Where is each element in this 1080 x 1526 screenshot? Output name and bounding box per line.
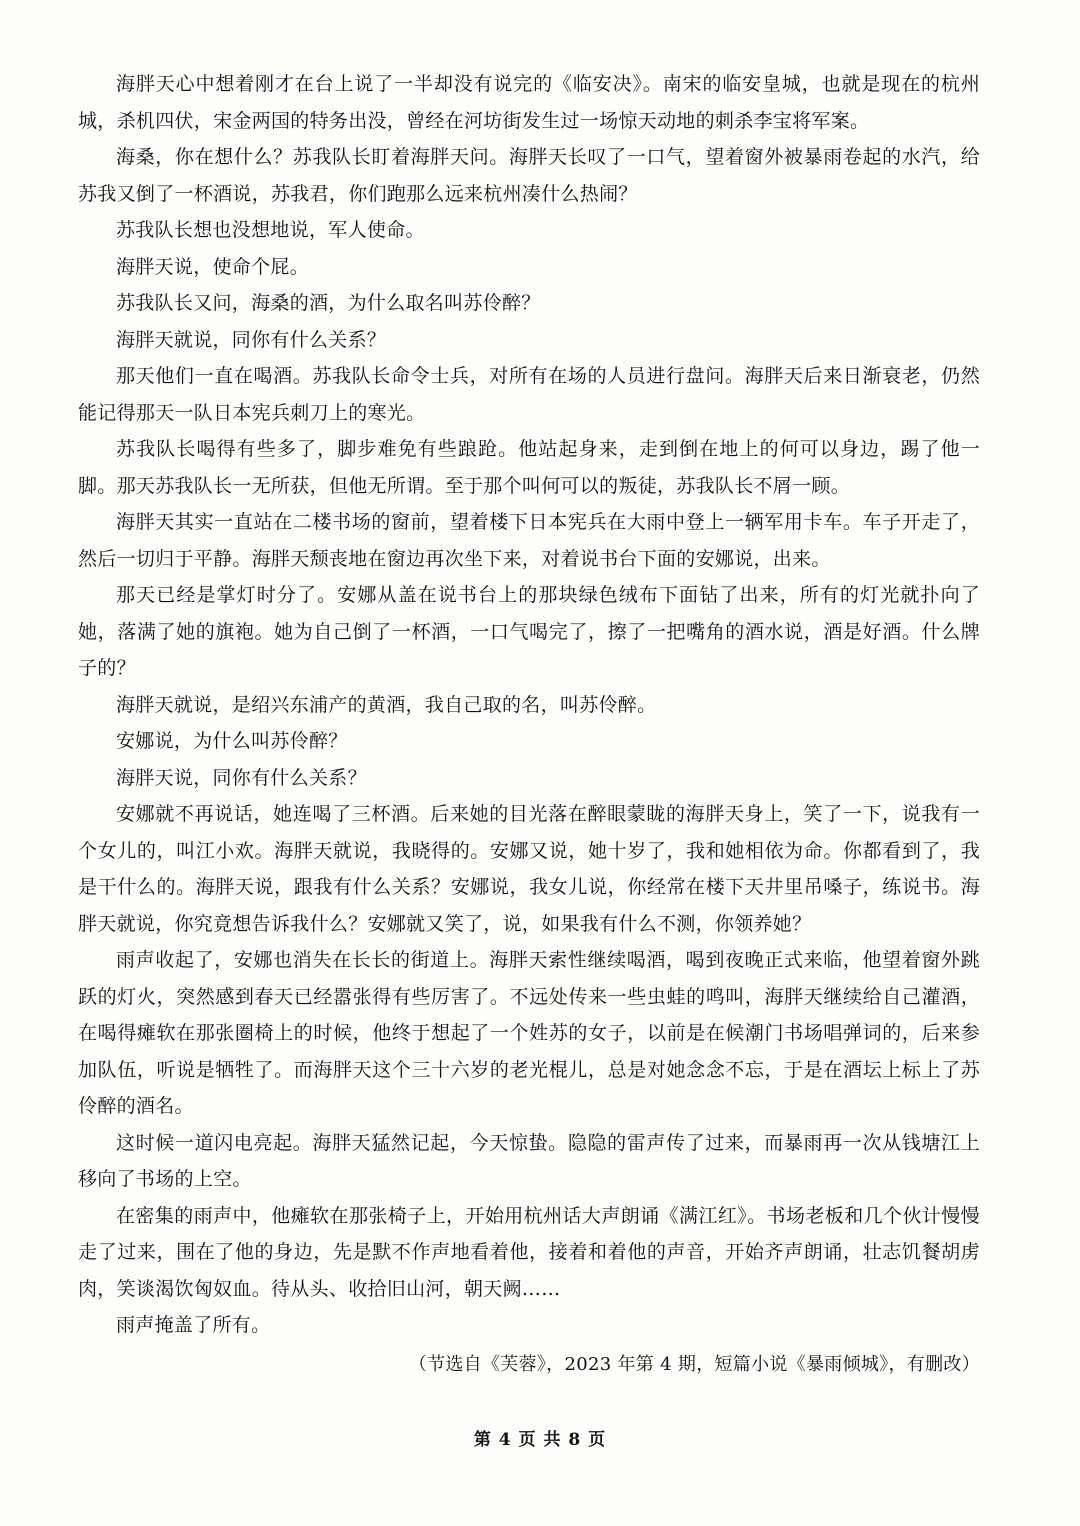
paragraph: 苏我队长想也没想地说，军人使命。 — [116, 219, 425, 241]
paragraph: 苏我队长又问，海桑的酒，为什么取名叫苏伶醉？ — [116, 292, 541, 314]
paragraph: 海胖天说，使命个屁。 — [116, 255, 310, 278]
paragraph: 苏我队长喝得有些多了，脚步难免有些踉跄。他站起身来，走到倒在地上的何可以身边，踢了他一脚。那天苏我队长一无所获，但他无所谓。至于那个叫何可以的叛徒，苏我队长不屑一顾。 — [78, 438, 980, 497]
source-row — [78, 1344, 980, 1388]
paragraph: 雨声收起了，安娜也消失在长长的街道上。海胖天索性继续喝酒，喝到夜晚正式来临，他望着窗外跳跃的灯火，突然感到春天已经嚣张得有些厉害了。不远处传来一些虫蛙的鸣叫，海胖天继续给自己灌酒，在喝得瘫软在那张圈椅上的时候，他终于想起了一个姓苏的女子，以前是在候潮门书场唱弹词的，后来参加队伍，听说是牺牲了。而海胖天这个三十六岁的老光棍儿，总是对她念念不忘，于是在酒坛上标上了苏伶醉的酒名。 — [78, 949, 980, 1117]
paragraph: 在密集的雨声中，他瘫软在那张椅子上，开始用杭州话大声朗诵《满江红》。书场老板和几个伙计慢慢走了过来，围在了他的身边，先是默不作声地看着他，接着和着他的声音，开始齐声朗诵，壮志饥餐胡虏肉，笑谈渴饮匈奴血。待从头、收拾旧山河，朝天阙…… — [78, 1204, 980, 1300]
paragraph: 海胖天就说，是绍兴东浦产的黄酒，我自己取的名，叫苏伶醉。 — [116, 693, 657, 716]
paragraph: 雨声掩盖了所有。 — [116, 1314, 271, 1336]
paragraph: 那天他们一直在喝酒。苏我队长命令士兵，对所有在场的人员进行盘问。海胖天后来日渐衰老，仍然能记得那天一队日本宪兵刺刀上的寒光。 — [78, 365, 980, 424]
paragraph: 安娜就不再说话，她连喝了三杯酒。后来她的目光落在醉眼蒙眬的海胖天身上，笑了一下，说我有一个女儿的，叫江小欢。海胖天就说，我晓得的。安娜又说，她十岁了，我和她相依为命。你都看到了，我是干什么的。海胖天说，跟我有什么关系？安娜说，我女儿说，你经常在楼下天井里吊嗓子，练说书。海胖天就说，你究竟想告诉我什么？安娜就又笑了，说，如果我有什么不测，你领养她？ — [78, 803, 980, 935]
paragraph: 海胖天其实一直站在二楼书场的窗前，望着楼下日本宪兵在大雨中登上一辆军用卡车。车子开走了，然后一切归于平静。海胖天颓丧地在窗边再次坐下来，对着说书台下面的安娜说，出来。 — [78, 511, 980, 570]
paragraph: 海胖天说，同你有什么关系？ — [116, 766, 367, 789]
paragraph: 这时候一道闪电亮起。海胖天猛然记起，今天惊蛰。隐隐的雷声传了过来，而暴雨再一次从钱塘江上移向了书场的上空。 — [78, 1131, 980, 1190]
article-body — [78, 66, 980, 1388]
paragraph: 海胖天就说，同你有什么关系？ — [116, 328, 387, 351]
paragraph: 海胖天心中想着刚才在台上说了一半却没有说完的《临安决》。南宋的临安皇城，也就是现在的杭州城，杀机四伏，宋金两国的特务出没，曾经在河坊街发生过一场惊天动地的刺杀李宝将军案。 — [78, 73, 980, 132]
source-citation: （节选自《芙蓉》，2023 年第 4 期，短篇小说《暴雨倾城》，有删改） — [408, 1353, 980, 1375]
paragraph: 那天已经是掌灯时分了。安娜从盖在说书台上的那块绿色绒布下面钻了出来，所有的灯光就扑向了她，落满了她的旗袍。她为自己倒了一杯酒，一口气喝完了，擦了一把嘴角的酒水说，酒是好酒。什么牌子的？ — [78, 584, 980, 679]
paragraph: 海桑，你在想什么？苏我队长盯着海胖天问。海胖天长叹了一口气，望着窗外被暴雨卷起的水汽，给苏我又倒了一杯酒说，苏我君，你们跑那么远来杭州凑什么热闹？ — [78, 146, 980, 205]
paragraph: 安娜说，为什么叫苏伶醉？ — [116, 730, 348, 752]
page-number: 第 4 页 共 8 页 — [473, 1430, 607, 1450]
